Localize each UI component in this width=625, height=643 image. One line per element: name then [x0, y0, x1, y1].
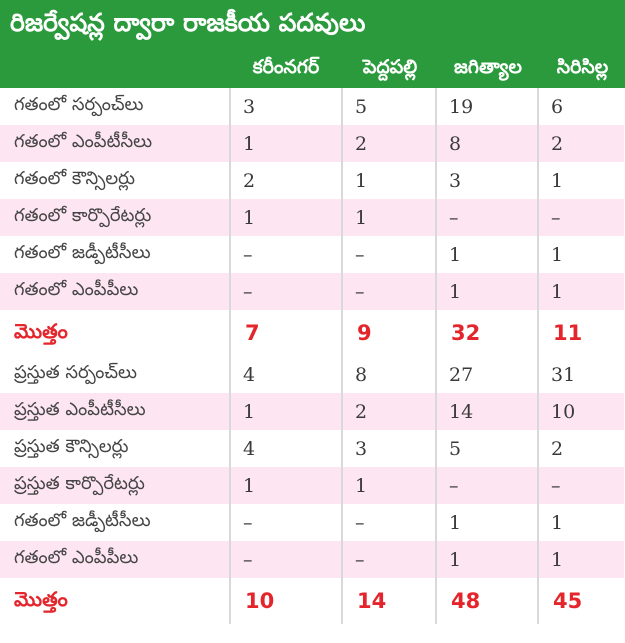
cell-value: 1: [436, 273, 538, 310]
cell-value: 14: [342, 578, 436, 624]
cell-value: –: [342, 236, 436, 273]
cell-value: –: [538, 467, 625, 504]
cell-value: 11: [538, 310, 625, 356]
cell-value: 2: [538, 430, 625, 467]
cell-value: 31: [538, 356, 625, 393]
cell-value: 14: [436, 393, 538, 430]
cell-value: 32: [436, 310, 538, 356]
cell-value: 3: [230, 88, 342, 125]
cell-value: 19: [436, 88, 538, 125]
cell-value: 1: [342, 467, 436, 504]
cell-value: 1: [538, 504, 625, 541]
cell-value: 10: [538, 393, 625, 430]
cell-value: 2: [538, 125, 625, 162]
cell-value: 7: [230, 310, 342, 356]
cell-value: –: [342, 541, 436, 578]
cell-value: 6: [538, 88, 625, 125]
cell-value: 27: [436, 356, 538, 393]
cell-value: –: [342, 273, 436, 310]
cell-value: 1: [230, 393, 342, 430]
header-jagtial: జగిత్యాల: [454, 56, 522, 78]
cell-value: 1: [342, 162, 436, 199]
table-row: [0, 504, 625, 541]
cell-value: 1: [342, 199, 436, 236]
total-row: [0, 310, 625, 356]
header-sircilla: సిరిసిల్ల: [556, 56, 609, 78]
cell-value: 1: [538, 236, 625, 273]
cell-value: 5: [342, 88, 436, 125]
cell-value: 10: [230, 578, 342, 624]
cell-value: 9: [342, 310, 436, 356]
cell-value: 8: [436, 125, 538, 162]
header-karimnagar: కరీంనగర్: [252, 56, 320, 78]
cell-value: 1: [436, 236, 538, 273]
table-row: [0, 393, 625, 430]
cell-value: –: [230, 504, 342, 541]
cell-value: –: [538, 199, 625, 236]
cell-value: 48: [436, 578, 538, 624]
cell-value: 1: [230, 125, 342, 162]
cell-value: 1: [230, 199, 342, 236]
row-label: ప్రస్తుత సర్పంచ్‌లు: [0, 356, 230, 393]
table-title: రిజర్వేషన్ల ద్వారా రాజకీయ పదవులు: [0, 0, 625, 46]
table-row: [0, 541, 625, 578]
cell-value: 4: [230, 356, 342, 393]
total-label: మొత్తం: [0, 310, 230, 356]
cell-value: 1: [436, 504, 538, 541]
cell-value: 4: [230, 430, 342, 467]
column-header-row: [0, 46, 625, 88]
table-row: [0, 236, 625, 273]
cell-value: 45: [538, 578, 625, 624]
table-row: [0, 467, 625, 504]
row-label: గతంలో కౌన్సిలర్లు: [0, 162, 230, 199]
cell-value: –: [230, 273, 342, 310]
table-row: [0, 125, 625, 162]
cell-value: 2: [342, 125, 436, 162]
cell-value: 5: [436, 430, 538, 467]
cell-value: 1: [436, 541, 538, 578]
cell-value: –: [436, 199, 538, 236]
row-label: గతంలో జడ్పీటీసీలు: [0, 236, 230, 273]
table-row: [0, 88, 625, 125]
total-label: మొత్తం: [0, 578, 230, 624]
row-label: గతంలో ఎంపీపీలు: [0, 541, 230, 578]
row-label: గతంలో ఎంపీటీసీలు: [0, 125, 230, 162]
table-row: [0, 430, 625, 467]
row-label: ప్రస్తుత ఎంపీటీసీలు: [0, 393, 230, 430]
row-label: గతంలో జడ్పీటీసీలు: [0, 504, 230, 541]
cell-value: 2: [230, 162, 342, 199]
data-table: [0, 88, 625, 624]
cell-value: 1: [230, 467, 342, 504]
table-row: [0, 356, 625, 393]
cell-value: 1: [538, 273, 625, 310]
cell-value: 3: [342, 430, 436, 467]
cell-value: 2: [342, 393, 436, 430]
row-label: గతంలో కార్పొరేటర్లు: [0, 199, 230, 236]
row-label: ప్రస్తుత కార్పొరేటర్లు: [0, 467, 230, 504]
table-row: [0, 273, 625, 310]
cell-value: –: [342, 504, 436, 541]
row-label: గతంలో ఎంపీపీలు: [0, 273, 230, 310]
table-row: [0, 162, 625, 199]
cell-value: 3: [436, 162, 538, 199]
row-label: గతంలో సర్పంచ్‌లు: [0, 88, 230, 125]
cell-value: –: [230, 236, 342, 273]
cell-value: 1: [538, 162, 625, 199]
cell-value: 8: [342, 356, 436, 393]
row-label: ప్రస్తుత కౌన్సిలర్లు: [0, 430, 230, 467]
cell-value: –: [230, 541, 342, 578]
table-row: [0, 199, 625, 236]
header-peddapalli: పెద్దపల్లి: [362, 56, 418, 78]
cell-value: 1: [538, 541, 625, 578]
total-row: [0, 578, 625, 624]
cell-value: –: [436, 467, 538, 504]
